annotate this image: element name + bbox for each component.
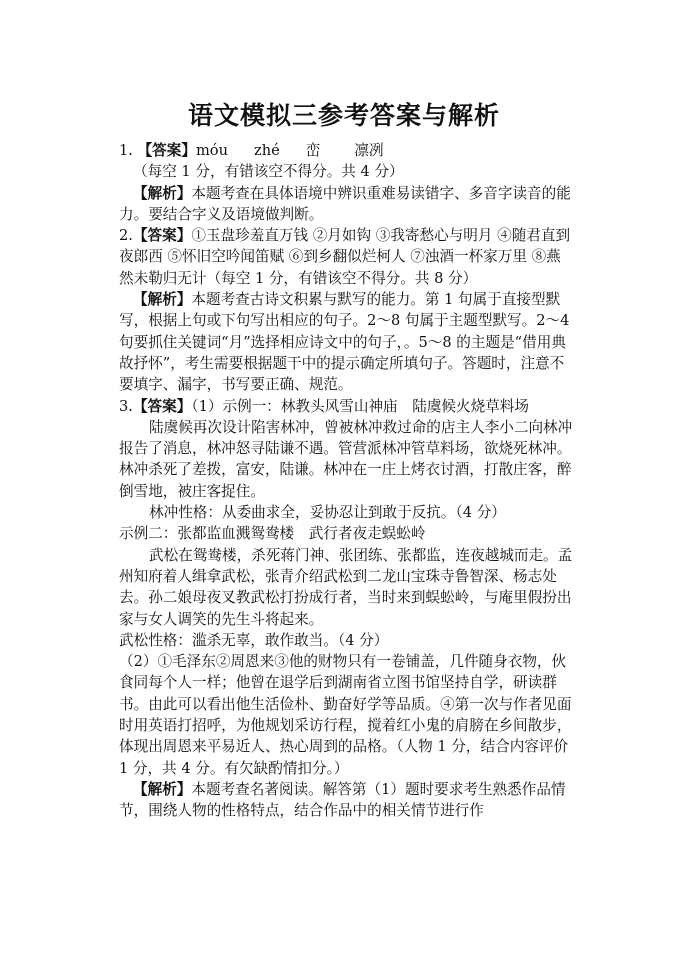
answer-content	[119, 140, 575, 822]
q3-part1-label: （1）	[191, 397, 223, 415]
q1-answer-4: 凛冽	[354, 142, 384, 159]
q3-answer-label: 【答案】	[132, 397, 192, 415]
q2-number: 2.	[119, 227, 133, 245]
q1-answer-2: zhé	[254, 142, 280, 159]
q1-analysis-label: 【解析】	[133, 184, 192, 202]
q3-number: 3.	[119, 397, 133, 415]
q3-example2-character: 武松性格：滥杀无辜，敢作敢当。（4 分）	[119, 631, 389, 649]
q2-analysis-text: 本题考查古诗文积累与默写的能力。第 1 句属于直接型默写，根据上句或下句写出相应的句子。2～8 句属于主题型默写。2～4 句要抓住关键词“月”选择相应诗文中的句子，。5～8 的主题是“借用典故抒怀”，考生需要根据题干中的提示确定所填句子。答题时，注意不要填字、漏字，书写要正确、规范。	[119, 291, 570, 394]
q1-answer-line	[119, 140, 575, 161]
q2-analysis	[119, 289, 575, 395]
q1-score-note: （每空 1 分，有错该空不得分。共 4 分）	[133, 163, 404, 181]
q1-number: 1.	[119, 142, 133, 159]
q3-example1-character: 林冲性格：从委曲求全，妥协忍让到敢于反抗。（4 分）	[149, 504, 506, 522]
q1-analysis-text: 本题考查在具体语境中辨识重难易读错字、多音字读音的能力。要结合字义及语境做判断。	[119, 184, 571, 223]
q3-analysis-text: 本题考查名著阅读。解答第（1）题时要求考生熟悉作品情节，围绕人物的性格特点，结合作品中的相关情节进行作	[119, 780, 566, 820]
q1-answer-label: 【答案】	[137, 142, 196, 159]
q2-analysis-label: 【解析】	[133, 291, 192, 309]
q3-part2: （2）①毛泽东②周恩来③他的财物只有一卷铺盖，几件随身衣物，伙食同每个人一样；他曾在退学后到湖南省立图书馆坚持自学，研读群书。由此可以看出他生活俭朴、勤奋好学等品质。④第一次与作者见面时用英语打招呼，为他规划采访行程，搅着红小鬼的肩膀在乡间散步，体现出周恩来平易近人、热心周到的品格。（人物 1 分，结合内容评价 1 分，共 4 分。有欠缺酌情扣分。）	[119, 653, 572, 777]
q3-example1-title: 示例一：林教头风雪山神庙 陆虞候火烧草料场	[222, 397, 529, 415]
q2-answer-text: ①玉盘珍羞直万钱 ②月如钩 ③我寄愁心与明月 ④随君直到夜郎西 ⑤怀旧空吟闻笛赋 ⑥到乡翻似烂柯人 ⑦浊酒一杯家万里 ⑧燕然未勒归无计（每空 1 分，有错该空不得分。共 8 分）	[119, 227, 571, 287]
q3-analysis	[119, 779, 575, 822]
q3-example2-text: 武松在鸳鸯楼，杀死蒋门神、张团练、张都监，连夜越城而走。孟州知府着人缉拿武松，张青介绍武松到二龙山宝珠寺鲁智深、杨志处去。孙二娘母夜叉教武松打扮成行者，当时来到蜈蚣岭，与庵里假扮出家与女人调笑的先生斗将起来。	[119, 546, 573, 628]
q1-answer-3: 峦	[305, 142, 321, 159]
q3-example2-title: 示例二：张都监血溅鸳鸯楼 武行者夜走蜈蚣岭	[119, 525, 426, 543]
q2-answer	[119, 225, 575, 289]
q1-answer-1: móu	[195, 142, 228, 159]
q3-example1-heading	[119, 396, 575, 417]
q2-answer-label: 【答案】	[132, 227, 192, 245]
q1-analysis	[119, 183, 575, 226]
page-title: 语文模拟三参考答案与解析	[187, 101, 500, 130]
q3-analysis-label: 【解析】	[133, 780, 192, 798]
q3-example1-text: 陆虞候再次设计陷害林冲，曾被林冲救过命的店主人李小二向林冲报告了消息，林冲怒寻陆谦不遇。管营派林冲管草料场，欲烧死林冲。林冲杀死了差拨，富安，陆谦。林冲在一庄上烤衣讨酒，打散庄客，醉倒雪地，被庄客捉住。	[119, 418, 573, 500]
